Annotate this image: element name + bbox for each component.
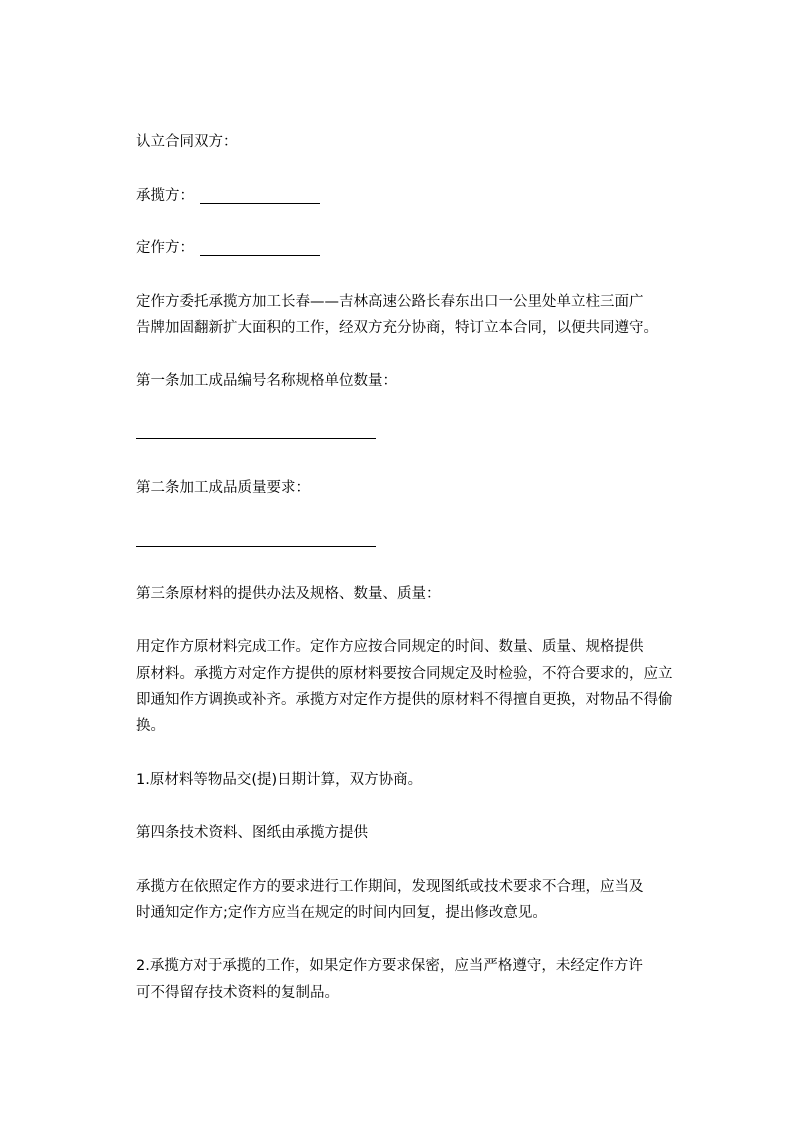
- article3-body-line-2: 原材料。承揽方对定作方提供的原材料要按合同规定及时检验，不符合要求的，应立: [136, 666, 673, 682]
- client-label: 定作方：: [136, 240, 194, 256]
- contractor-label: 承揽方：: [136, 188, 194, 204]
- article3-body-line-4: 换。: [136, 718, 165, 734]
- article3-body-line-1: 用定作方原材料完成工作。定作方应按合同规定的时间、数量、质量、规格提供: [136, 639, 644, 655]
- article4-body-line-2: 时通知定作方;定作方应当在规定的时间内回复，提出修改意见。: [136, 905, 547, 921]
- article1-heading: 第一条加工成品编号名称规格单位数量：: [136, 373, 397, 389]
- contractor-blank: [200, 203, 320, 204]
- article2-blank: [136, 546, 376, 547]
- client-blank: [200, 255, 320, 256]
- article3-body-line-3: 即通知作方调换或补齐。承揽方对定作方提供的原材料不得擅自更换，对物品不得偷: [136, 692, 673, 708]
- article4-body-line-1: 承揽方在依照定作方的要求进行工作期间，发现图纸或技术要求不合理，应当及: [136, 879, 644, 895]
- article4-heading: 第四条技术资料、图纸由承揽方提供: [136, 825, 368, 841]
- intro-line-1: 定作方委托承揽方加工长春——吉林高速公路长春东出口一公里处单立柱三面广: [136, 294, 644, 310]
- item1-text: 1.原材料等物品交(提)日期计算，双方协商。: [136, 772, 423, 788]
- article2-heading: 第二条加工成品质量要求：: [136, 480, 310, 496]
- item2-line-2: 可不得留存技术资料的复制品。: [136, 985, 339, 1001]
- article3-heading: 第三条原材料的提供办法及规格、数量、质量：: [136, 586, 441, 602]
- intro-line-2: 告牌加固翻新扩大面积的工作，经双方充分协商，特订立本合同，以便共同遵守。: [136, 320, 658, 336]
- item2-line-1: 2.承揽方对于承揽的工作，如果定作方要求保密，应当严格遵守，未经定作方许: [136, 958, 643, 974]
- article1-blank: [136, 438, 376, 439]
- parties-heading: 认立合同双方：: [136, 134, 238, 150]
